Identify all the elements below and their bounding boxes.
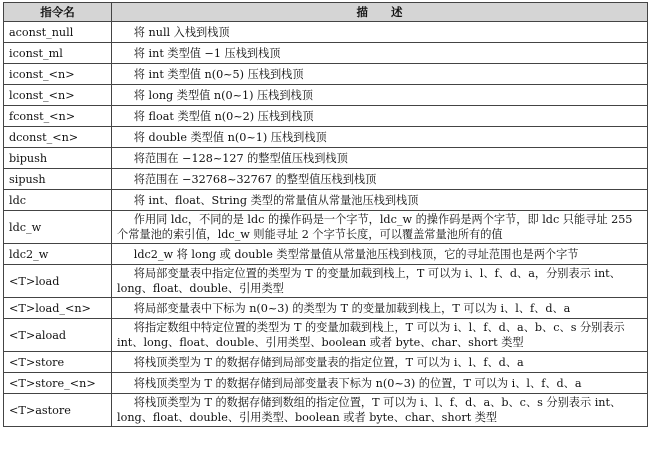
instruction-cell: iconst_ml — [4, 43, 112, 64]
table-row — [4, 43, 648, 64]
table-row — [4, 298, 648, 319]
table-row — [4, 190, 648, 211]
description-cell: 将指定数组中特定位置的类型为 T 的变量加载到栈上，T 可以为 i、l、f、d、a、b、c、s 分别表示 int、long、float、double、引用类型、boolean 或者 byte、char、short 类型 — [112, 319, 648, 352]
instruction-cell: fconst_<n> — [4, 106, 112, 127]
description-cell: 将 int、float、String 类型的常量值从常量池压栈到栈顶 — [112, 190, 648, 211]
description-cell: 将栈顶类型为 T 的数据存储到局部变量表下标为 n(0~3) 的位置，T 可以为 i、l、f、d、a — [112, 373, 648, 394]
table-row — [4, 319, 648, 352]
table-row — [4, 148, 648, 169]
description-cell: ldc2_w 将 long 或 double 类型常量值从常量池压栈到栈顶，它的寻址范围也是两个字节 — [112, 244, 648, 265]
table-row — [4, 169, 648, 190]
instruction-cell: lconst_<n> — [4, 85, 112, 106]
instruction-cell: sipush — [4, 169, 112, 190]
instruction-cell: <T>load_<n> — [4, 298, 112, 319]
description-cell: 将栈顶类型为 T 的数据存储到数组的指定位置，T 可以为 i、l、f、d、a、b、c、s 分别表示 int、long、float、double、引用类型、boolean 或者 byte、char、short 类型 — [112, 394, 648, 427]
instruction-cell: aconst_null — [4, 22, 112, 43]
table-row — [4, 352, 648, 373]
description-cell: 作用同 ldc，不同的是 ldc 的操作码是一个字节，ldc_w 的操作码是两个字节，即 ldc 只能寻址 255 个常量池的索引值，ldc_w 则能寻址 2 个字节长度，可以覆盖常量池所有的值 — [112, 211, 648, 244]
instruction-cell: ldc_w — [4, 211, 112, 244]
header-instruction: 指令名 — [4, 3, 112, 22]
description-cell: 将 int 类型值 n(0~5) 压栈到栈顶 — [112, 64, 648, 85]
description-cell: 将 int 类型值 −1 压栈到栈顶 — [112, 43, 648, 64]
description-cell: 将栈顶类型为 T 的数据存储到局部变量表的指定位置，T 可以为 i、l、f、d、a — [112, 352, 648, 373]
description-cell: 将范围在 −128~127 的整型值压栈到栈顶 — [112, 148, 648, 169]
table-row — [4, 22, 648, 43]
table-row — [4, 64, 648, 85]
instruction-cell: <T>store_<n> — [4, 373, 112, 394]
table-row — [4, 106, 648, 127]
instruction-cell: <T>load — [4, 265, 112, 298]
table-row — [4, 265, 648, 298]
instruction-table-container — [3, 2, 647, 427]
instruction-cell: <T>store — [4, 352, 112, 373]
instruction-cell: iconst_<n> — [4, 64, 112, 85]
description-cell: 将 double 类型值 n(0~1) 压栈到栈顶 — [112, 127, 648, 148]
instruction-table — [3, 2, 648, 427]
table-row — [4, 127, 648, 148]
instruction-cell: ldc — [4, 190, 112, 211]
instruction-cell: dconst_<n> — [4, 127, 112, 148]
table-row — [4, 244, 648, 265]
description-cell: 将 float 类型值 n(0~2) 压栈到栈顶 — [112, 106, 648, 127]
table-row — [4, 85, 648, 106]
instruction-cell: <T>aload — [4, 319, 112, 352]
table-header-row — [4, 3, 648, 22]
description-cell: 将 null 入栈到栈顶 — [112, 22, 648, 43]
instruction-cell: bipush — [4, 148, 112, 169]
table-row — [4, 394, 648, 427]
description-cell: 将范围在 −32768~32767 的整型值压栈到栈顶 — [112, 169, 648, 190]
description-cell: 将局部变量表中下标为 n(0~3) 的类型为 T 的变量加载到栈上，T 可以为 i、l、f、d、a — [112, 298, 648, 319]
header-description: 描 述 — [112, 3, 648, 22]
table-row — [4, 211, 648, 244]
instruction-cell: <T>astore — [4, 394, 112, 427]
description-cell: 将局部变量表中指定位置的类型为 T 的变量加载到栈上，T 可以为 i、l、f、d、a，分别表示 int、long、float、double、引用类型 — [112, 265, 648, 298]
table-row — [4, 373, 648, 394]
instruction-cell: ldc2_w — [4, 244, 112, 265]
description-cell: 将 long 类型值 n(0~1) 压栈到栈顶 — [112, 85, 648, 106]
